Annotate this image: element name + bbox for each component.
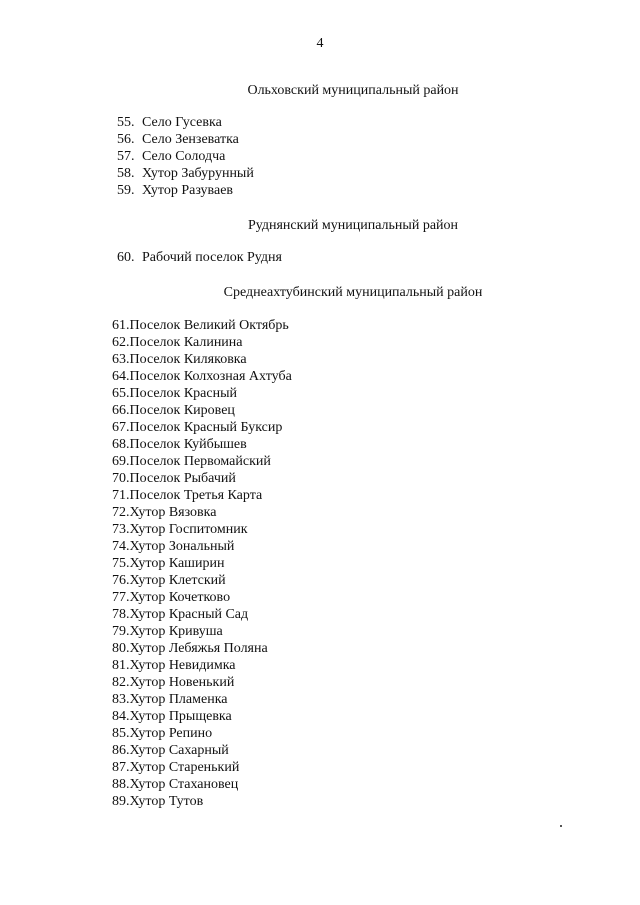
list-item: [112, 640, 292, 657]
item-text: Хутор Каширин: [129, 556, 225, 571]
list-item: [117, 165, 254, 182]
item-number: 76.: [112, 573, 130, 588]
list-item: [112, 606, 292, 623]
item-number: 72.: [112, 505, 130, 520]
item-text: Хутор Красный Сад: [129, 607, 249, 622]
item-number: 71.: [112, 488, 130, 503]
item-text: Поселок Киляковка: [129, 352, 247, 367]
item-text: Хутор Пламенка: [129, 692, 228, 707]
list-item: [112, 708, 292, 725]
item-text: Село Гусевка: [142, 115, 222, 130]
list-item: [112, 793, 292, 810]
list-item: [112, 538, 292, 555]
item-text: Поселок Калинина: [129, 335, 243, 350]
item-number: 66.: [112, 403, 130, 418]
item-text: Хутор Старенький: [129, 760, 240, 775]
item-number: 80.: [112, 641, 130, 656]
item-text: Поселок Первомайский: [129, 454, 271, 469]
item-text: Хутор Вязовка: [129, 505, 217, 520]
item-number: 57.: [117, 149, 135, 164]
item-text: Хутор Кочетково: [129, 590, 231, 605]
item-number: 64.: [112, 369, 130, 384]
item-number: 69.: [112, 454, 130, 469]
item-number: 77.: [112, 590, 130, 605]
list-item: [117, 249, 282, 266]
item-number: 65.: [112, 386, 130, 401]
item-number: 86.: [112, 743, 130, 758]
list-item: [112, 351, 292, 368]
item-text: Хутор Репино: [129, 726, 213, 741]
item-text: Хутор Забурунный: [142, 166, 254, 181]
page-number: 4: [316, 36, 324, 51]
list-item: [112, 555, 292, 572]
list-item: [112, 402, 292, 419]
list-item: [112, 674, 292, 691]
item-text: Хутор Тутов: [129, 794, 204, 809]
item-text: Хутор Госпитомник: [129, 522, 248, 537]
list-item: [112, 368, 292, 385]
item-number: 85.: [112, 726, 130, 741]
item-text: Поселок Красный: [129, 386, 238, 401]
list-item: [112, 453, 292, 470]
list-item: [112, 487, 292, 504]
item-number: 88.: [112, 777, 130, 792]
list-item: [112, 436, 292, 453]
item-number: 73.: [112, 522, 130, 537]
item-number: 81.: [112, 658, 130, 673]
item-number: 55.: [117, 115, 135, 130]
item-number: 63.: [112, 352, 130, 367]
item-text: Хутор Стахановец: [129, 777, 239, 792]
item-number: 84.: [112, 709, 130, 724]
item-number: 78.: [112, 607, 130, 622]
list-item: [112, 504, 292, 521]
list-item: [112, 317, 292, 334]
list-item: [117, 148, 254, 165]
item-number: 89.: [112, 794, 130, 809]
list-item: [112, 385, 292, 402]
item-number: 82.: [112, 675, 130, 690]
list-item: [112, 589, 292, 606]
list-item: [112, 521, 292, 538]
list-item: [112, 419, 292, 436]
list-item: [112, 657, 292, 674]
item-text: Хутор Клетский: [129, 573, 226, 588]
item-text: Поселок Третья Карта: [129, 488, 263, 503]
list-item: [117, 114, 254, 131]
item-text: Хутор Лебяжья Поляна: [129, 641, 268, 656]
item-number: 59.: [117, 183, 135, 198]
settlement-list-olkhovsky: [117, 114, 254, 199]
item-number: 62.: [112, 335, 130, 350]
scan-speck: [560, 825, 562, 827]
section-title-olkhovsky: Ольховский муниципальный район: [247, 83, 459, 98]
list-item: [112, 725, 292, 742]
item-number: 60.: [117, 250, 135, 265]
item-number: 87.: [112, 760, 130, 775]
item-text: Рабочий поселок Рудня: [142, 250, 282, 265]
section-title-sredneakhtubinsky: Среднеахтубинский муниципальный район: [223, 285, 483, 300]
settlement-list-rudnyansky: [117, 249, 282, 266]
item-text: Хутор Невидимка: [129, 658, 236, 673]
item-text: Хутор Разуваев: [142, 183, 234, 198]
list-item: [117, 131, 254, 148]
item-text: Поселок Красный Буксир: [129, 420, 283, 435]
item-text: Хутор Зональный: [129, 539, 235, 554]
list-item: [112, 742, 292, 759]
list-item: [112, 470, 292, 487]
list-item: [112, 623, 292, 640]
item-number: 58.: [117, 166, 135, 181]
item-number: 61.: [112, 318, 130, 333]
item-number: 67.: [112, 420, 130, 435]
item-text: Поселок Великий Октябрь: [129, 318, 289, 333]
list-item: [112, 759, 292, 776]
list-item: [117, 182, 254, 199]
item-number: 83.: [112, 692, 130, 707]
item-text: Поселок Колхозная Ахтуба: [129, 369, 292, 384]
item-text: Село Солодча: [142, 149, 226, 164]
item-number: 68.: [112, 437, 130, 452]
item-number: 75.: [112, 556, 130, 571]
item-text: Хутор Кривуша: [129, 624, 223, 639]
item-text: Село Зензеватка: [142, 132, 239, 147]
item-text: Хутор Новенький: [129, 675, 235, 690]
item-text: Хутор Прыщевка: [129, 709, 232, 724]
list-item: [112, 334, 292, 351]
item-text: Поселок Куйбышев: [129, 437, 247, 452]
item-text: Поселок Рыбачий: [129, 471, 236, 486]
item-number: 70.: [112, 471, 130, 486]
item-number: 79.: [112, 624, 130, 639]
item-number: 56.: [117, 132, 135, 147]
item-number: 74.: [112, 539, 130, 554]
item-text: Хутор Сахарный: [129, 743, 229, 758]
list-item: [112, 572, 292, 589]
settlement-list-sredneakhtubinsky: [112, 317, 292, 810]
item-text: Поселок Кировец: [129, 403, 235, 418]
list-item: [112, 776, 292, 793]
list-item: [112, 691, 292, 708]
section-title-rudnyansky: Руднянский муниципальный район: [247, 218, 459, 233]
